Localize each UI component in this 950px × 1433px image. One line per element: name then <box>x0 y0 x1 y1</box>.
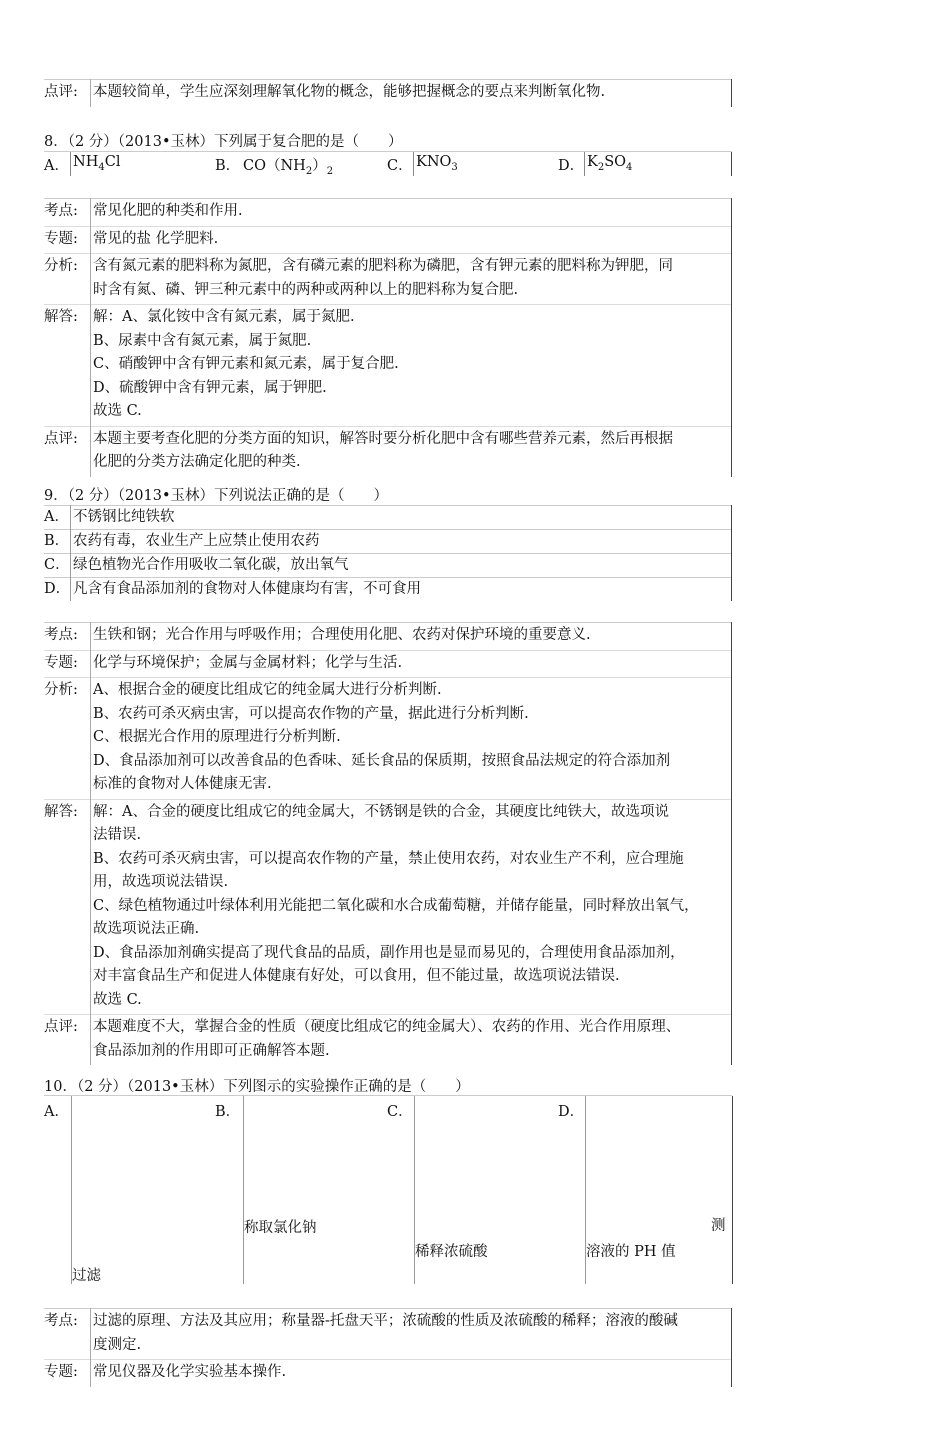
q9-fenxi-label: 分析: <box>44 678 91 800</box>
q10-zhuanti-text: 常见仪器及化学实验基本操作. <box>91 1360 732 1387</box>
q8-jieda-text: 解：A、氯化铵中含有氮元素，属于氮肥. B、尿素中含有氮元素，属于氮肥. C、硝酸钾中含有钾元素和氮元素，属于复合肥. D、硫酸钾中含有钾元素，属于钾肥. 故选 C. <box>91 305 732 427</box>
q8-title: 8．（2 分）（2013•玉林）下列属于复合肥的是（ ） <box>44 134 403 150</box>
q10-option-letter: B． <box>215 1104 241 1120</box>
q10-option-letter: D． <box>558 1104 585 1120</box>
prev-comment-label: 点评: <box>44 80 91 107</box>
q9-zhuanti-text: 化学与环境保护；金属与金属材料；化学与生活. <box>91 650 732 678</box>
q9-dianping-label: 点评: <box>44 1015 91 1066</box>
q8-option-letter: C． <box>387 158 413 174</box>
q8-fenxi-text: 含有氮元素的肥料称为氮肥，含有磷元素的肥料称为磷肥，含有钾元素的肥料称为钾肥，同 时含有氮、磷、钾三种元素中的两种或两种以上的肥料称为复合肥. <box>91 254 732 305</box>
q9-jieda-label: 解答: <box>44 799 91 1015</box>
q10-kaodian-text: 过滤的原理、方法及其应用；称量器-托盘天平；浓硫酸的性质及浓硫酸的稀释；溶液的酸碱 度测定. <box>91 1309 732 1360</box>
q8-options <box>44 151 732 176</box>
q9-dianping-text: 本题难度不大，掌握合金的性质（硬度比组成它的纯金属大）、农药的作用、光合作用原理、 食品添加剂的作用即可正确解答本题. <box>91 1015 732 1066</box>
q8-option-letter: A． <box>44 158 69 174</box>
q8-option-b-formula: $CO(NH_2)_2$ <box>243 158 334 177</box>
q8-option-a <box>44 152 215 176</box>
q9-title: 9．（2 分）（2013•玉林）下列说法正确的是（ ） <box>44 488 389 504</box>
q8-zhuanti-text: 常见的盐 化学肥料. <box>91 226 732 254</box>
q9-option-c: C． 绿色植物光合作用吸收二氧化碳，放出氧气 <box>44 554 732 578</box>
q8-analysis-table <box>44 198 732 477</box>
q8-kaodian-label: 考点: <box>44 199 91 227</box>
filter-figure <box>71 1096 216 1284</box>
q10-option-d <box>558 1096 732 1284</box>
q10-option-d-caption-pre: 测 <box>711 1218 726 1234</box>
q10-option-letter: A． <box>44 1104 69 1120</box>
q8-kaodian-text: 常见化肥的种类和作用. <box>91 199 732 227</box>
q10-option-d-caption: 溶液的 PH 值 <box>586 1244 676 1260</box>
q8-option-d-formula: $K_2SO_4$ <box>587 154 633 173</box>
q8-dianping-label: 点评: <box>44 426 91 477</box>
q8-option-b <box>215 152 387 176</box>
q10-option-a-caption: 过滤 <box>72 1268 101 1284</box>
q8-option-d <box>558 152 732 176</box>
balance-figure <box>243 1096 388 1284</box>
q8-option-letter: D． <box>558 158 585 174</box>
q8-fenxi-label: 分析: <box>44 254 91 305</box>
q8-option-letter: B． <box>215 158 241 174</box>
q10-option-letter: C． <box>387 1104 413 1120</box>
q9-zhuanti-label: 专题: <box>44 650 91 678</box>
q10-zhuanti-label: 专题: <box>44 1360 91 1387</box>
q9-option-d: D． 凡含有食品添加剂的食物对人体健康均有害，不可食用 <box>44 578 732 602</box>
q10-option-a <box>44 1096 215 1284</box>
q10-option-b <box>215 1096 387 1284</box>
q10-kaodian-label: 考点: <box>44 1309 91 1360</box>
q9-options <box>44 505 732 601</box>
q8-jieda-label: 解答: <box>44 305 91 427</box>
q10-analysis-table <box>44 1308 732 1387</box>
q9-fenxi-text: A、根据合金的硬度比组成它的纯金属大进行分析判断. B、农药可杀灭病虫害，可以提高农作物的产量，据此进行分析判断. C、根据光合作用的原理进行分析判断. D、食品添加剂可以改善食品的色香味、延长食品的保质期，按照食品法规定的符合添加剂 标准的食物对人体健康无害. <box>91 678 732 800</box>
q9-jieda-text: 解：A、合金的硬度比组成它的纯金属大，不锈钢是铁的合金，其硬度比纯铁大，故选项说 法错误. B、农药可杀灭病虫害，可以提高农作物的产量，禁止使用农药，对农业生产不利，应合理施 用，故选项说法错误. C、绿色植物通过叶绿体利用光能把二氧化碳和水合成葡萄糖，并储存能量，同时释放出氧气， 故选项说法正确. D、食品添加剂确实提高了现代食品的品质，副作用也是显而易见的，合理使用食品添加剂， 对丰富食品生产和促进人体健康有好处，可以食用，但不能过量，故选项说法错误. 故选 C. <box>91 799 732 1015</box>
q9-kaodian-text: 生铁和钢；光合作用与呼吸作用；合理使用化肥、农药对保护环境的重要意义. <box>91 623 732 651</box>
q10-option-b-caption: 称取氯化钠 <box>244 1220 317 1236</box>
q9-option-a: A． 不锈钢比纯铁软 <box>44 506 732 530</box>
q9-option-b: B． 农药有毒，农业生产上应禁止使用农药 <box>44 530 732 554</box>
q10-option-c-caption: 稀释浓硫酸 <box>415 1244 488 1260</box>
prev-comment-text: 本题较简单，学生应深刻理解氧化物的概念，能够把握概念的要点来判断氧化物. <box>91 80 732 107</box>
q8-option-c <box>387 152 558 176</box>
prev-comment-table <box>44 79 732 107</box>
q8-zhuanti-label: 专题: <box>44 226 91 254</box>
q10-title: 10．（2 分）（2013•玉林）下列图示的实验操作正确的是（ ） <box>44 1079 470 1095</box>
q8-option-a-formula: $NH_4Cl$ <box>73 154 121 173</box>
q10-option-c <box>387 1096 558 1284</box>
q10-options <box>44 1095 732 1284</box>
q8-dianping-text: 本题主要考查化肥的分类方面的知识，解答时要分析化肥中含有哪些营养元素，然后再根据 化肥的分类方法确定化肥的种类. <box>91 426 732 477</box>
q9-analysis-table <box>44 622 732 1065</box>
q9-kaodian-label: 考点: <box>44 623 91 651</box>
q8-option-c-formula: $KNO_3$ <box>416 154 458 173</box>
